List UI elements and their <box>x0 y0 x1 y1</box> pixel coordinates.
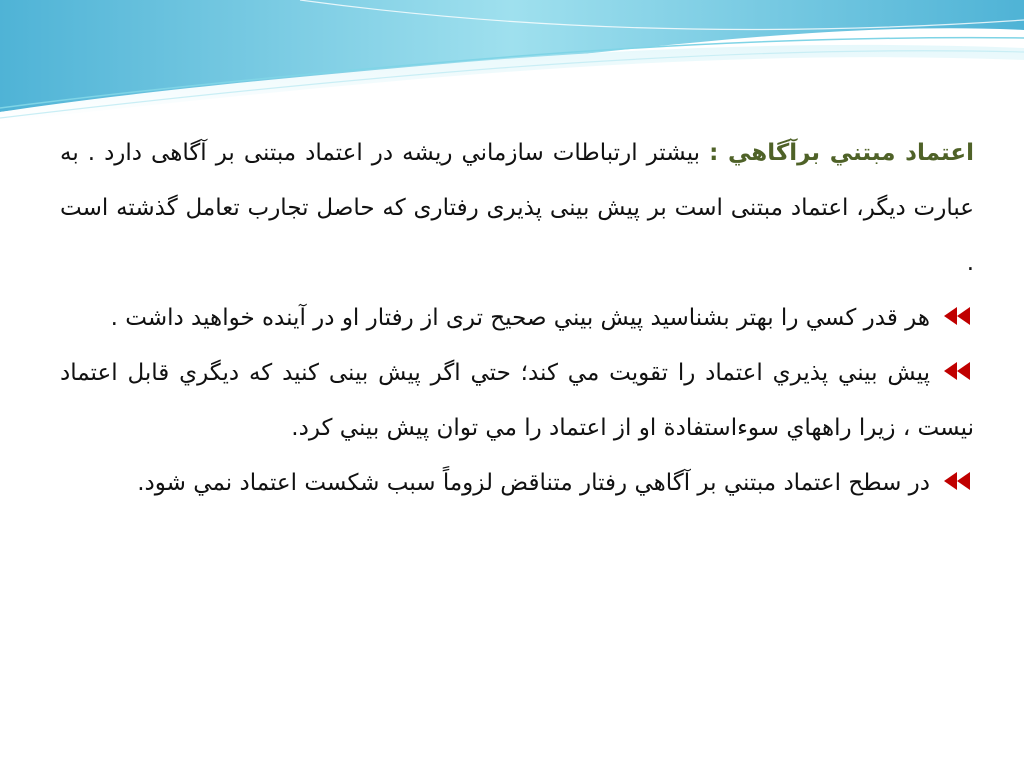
paragraph-4 <box>60 456 974 511</box>
paragraph-3 <box>60 346 974 456</box>
double-triangle-bullet-icon <box>940 470 974 492</box>
paragraph-3-text: پيش بيني پذيري اعتماد را تقويت مي كند؛ حتي اگر پيش بينی كنيد كه ديگري قابل اعتماد نيست ، زيرا راههاي سوءاستفادة او از اعتماد را مي توان پيش بيني كرد. <box>60 360 974 441</box>
paragraph-1-text: بيشتر ارتباطات سازماني ريشه در اعتماد مبتنی بر آگاهی دارد . به عبارت ديگر، اعتماد مبتنی است بر پيش بينی پذيری رفتاری كه حاصل تجارب تعامل گذشته است . <box>60 140 974 276</box>
slide-body <box>60 126 974 511</box>
paragraph-1-lead: اعتماد مبتني برآگاهي : <box>709 140 975 166</box>
double-triangle-bullet-icon <box>940 360 974 382</box>
double-triangle-bullet-icon <box>940 305 974 327</box>
header-wave-decoration <box>0 0 1024 130</box>
paragraph-2-text: هر قدر كسي را بهتر بشناسيد پيش بيني صحيح تری از رفتار او در آينده خواهيد داشت . <box>110 305 930 331</box>
paragraph-2 <box>60 291 974 346</box>
paragraph-4-text: در سطح اعتماد مبتني بر آگاهي رفتار متناقض لزوماً سبب شكست اعتماد نمي شود. <box>137 470 930 496</box>
paragraph-1 <box>60 126 974 291</box>
